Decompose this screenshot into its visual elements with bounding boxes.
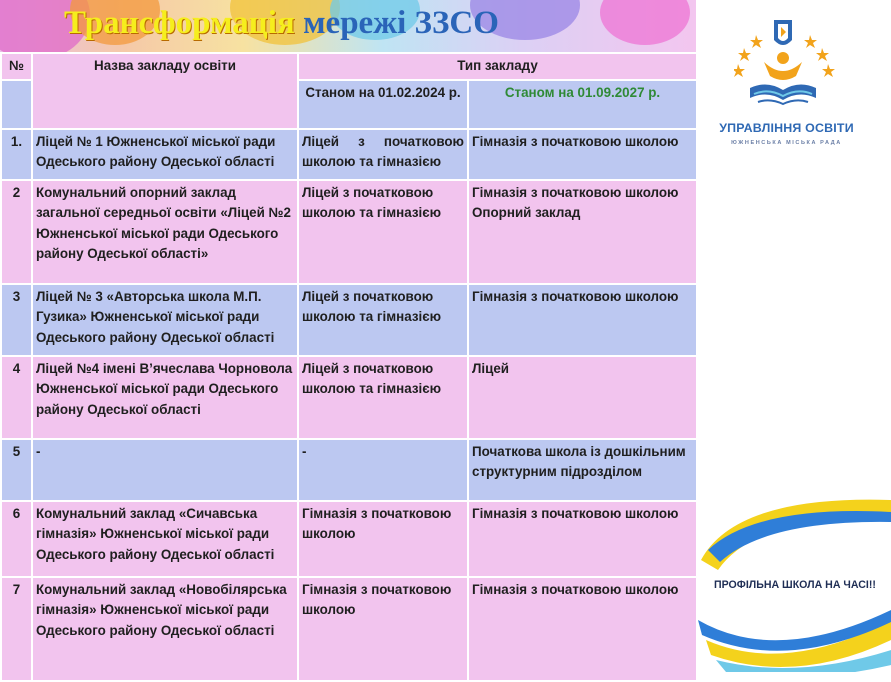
type-2027 bbox=[468, 180, 697, 284]
table-row bbox=[1, 501, 697, 577]
school-name: Комунальний опорний заклад загальної середньої освіти «Ліцей №2 Южненської міської ради Одеського району Одеської області» bbox=[32, 180, 298, 284]
school-name: Ліцей № 3 «Авторська школа М.П. Гузика» Южненської міської ради Одеського району Одеської області bbox=[32, 284, 298, 356]
table-header-row bbox=[1, 53, 697, 80]
table-row bbox=[1, 180, 697, 284]
header-type: Тип закладу bbox=[298, 53, 697, 80]
title-part2: мережі ЗЗСО bbox=[294, 5, 499, 41]
title-part1: Трансформація bbox=[64, 5, 295, 41]
type-2027: Гімназія з початковою школою bbox=[468, 577, 697, 681]
row-number: 2 bbox=[1, 180, 32, 284]
header-number-blank bbox=[1, 80, 32, 129]
type-2027-line2: Опорний заклад bbox=[472, 205, 581, 220]
type-2024: Гімназія з початковою школою bbox=[298, 577, 468, 681]
type-2024: Ліцей з початковою школою та гімназією bbox=[298, 356, 468, 439]
type-2027: Гімназія з початковою школою bbox=[468, 501, 697, 577]
school-name: - bbox=[32, 439, 298, 501]
right-panel bbox=[696, 0, 891, 672]
profile-school-slogan: ПРОФІЛЬНА ШКОЛА НА ЧАСІ!! bbox=[714, 579, 876, 591]
header-number: № bbox=[1, 53, 32, 80]
type-2024: Ліцей з початковою школою та гімназією bbox=[298, 284, 468, 356]
logo-title: УПРАВЛІННЯ ОСВІТИ bbox=[719, 121, 854, 135]
row-number: 7 bbox=[1, 577, 32, 681]
header-name: Назва закладу освіти bbox=[32, 53, 298, 129]
row-number: 5 bbox=[1, 439, 32, 501]
row-number: 3 bbox=[1, 284, 32, 356]
title-banner bbox=[0, 0, 696, 52]
type-2024: Ліцей з початковою школою та гімназією bbox=[298, 180, 468, 284]
row-number: 6 bbox=[1, 501, 32, 577]
table-row bbox=[1, 356, 697, 439]
school-name: Комунальний заклад «Сичавська гімназія» Южненської міської ради Одеського району Одеської області bbox=[32, 501, 298, 577]
school-name: Ліцей № 1 Южненської міської ради Одеського району Одеської області bbox=[32, 129, 298, 180]
school-name: Ліцей №4 імені В’ячеслава Чорновола Южненської міської ради Одеського району Одеської області bbox=[32, 356, 298, 439]
page-title bbox=[64, 2, 499, 44]
type-2024: Гімназія з початковою школою bbox=[298, 501, 468, 577]
type-2027-line1: Гімназія з початковою школою bbox=[472, 184, 679, 200]
decor-blob bbox=[600, 0, 690, 45]
type-2024: - bbox=[298, 439, 468, 501]
type-2027: Гімназія з початковою школою bbox=[468, 129, 697, 180]
row-number: 1. bbox=[1, 129, 32, 180]
type-2027: Гімназія з початковою школою bbox=[468, 284, 697, 356]
schools-table bbox=[0, 52, 698, 682]
type-2024: Ліцей з початковою школою та гімназією bbox=[298, 129, 468, 180]
education-department-logo-icon bbox=[734, 18, 838, 118]
row-number: 4 bbox=[1, 356, 32, 439]
logo-subtitle: ЮЖНЕНСЬКА МІСЬКА РАДА bbox=[731, 140, 842, 146]
type-2027: Початкова школа із дошкільним структурним підрозділом bbox=[468, 439, 697, 501]
header-date-2024: Станом на 01.02.2024 р. bbox=[298, 80, 468, 129]
table-row bbox=[1, 439, 697, 501]
header-date-2027: Станом на 01.09.2027 р. bbox=[468, 80, 697, 129]
table-row bbox=[1, 129, 697, 180]
table-row bbox=[1, 284, 697, 356]
table-row bbox=[1, 577, 697, 681]
school-name: Комунальний заклад «Новобілярська гімназія» Южненської міської ради Одеського району Одеської області bbox=[32, 577, 298, 681]
type-2027: Ліцей bbox=[468, 356, 697, 439]
